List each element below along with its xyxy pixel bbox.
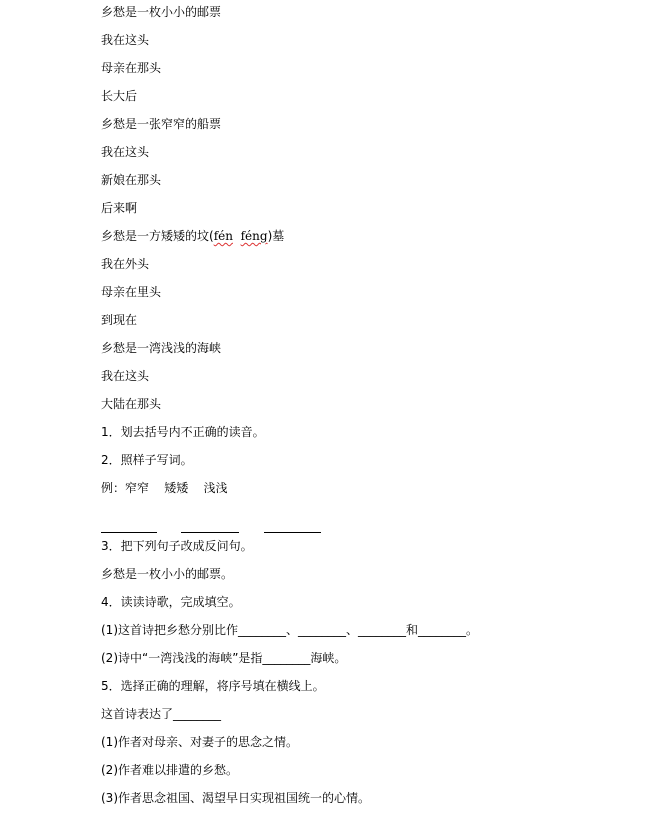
poem-line: 到现在	[101, 313, 138, 327]
question-3-sentence: 乡愁是一枚小小的邮票。	[101, 567, 234, 581]
poem-line: 母亲在里头	[101, 285, 162, 299]
question-5-option-2: (2)作者难以排遣的乡愁。	[101, 763, 238, 777]
poem-line: 长大后	[101, 89, 138, 103]
poem-line-with-pinyin	[101, 228, 284, 244]
pinyin-option-a: fén	[213, 229, 233, 243]
question-2-example: 例：窄窄 矮矮 浅浅	[101, 481, 228, 495]
question-5: 5．选择正确的理解，将序号填在横线上。	[101, 679, 325, 693]
answer-blank[interactable]	[101, 532, 157, 533]
poem-line: 新娘在那头	[101, 173, 162, 187]
poem-line-prefix: 乡愁是一方矮矮的坟(	[101, 229, 214, 243]
poem-line-suffix: )墓	[267, 229, 285, 243]
answer-blank[interactable]	[181, 532, 239, 533]
poem-line: 乡愁是一湾浅浅的海峡	[101, 341, 222, 355]
poem-line: 大陆在那头	[101, 397, 162, 411]
poem-line: 乡愁是一枚小小的邮票	[101, 5, 222, 19]
poem-line: 后来啊	[101, 201, 138, 215]
answer-blanks-row	[101, 520, 341, 536]
poem-line: 我在这头	[101, 369, 150, 383]
question-4-part-2: (2)诗中“一湾浅浅的海峡”是指________海峡。	[101, 651, 347, 665]
question-5-option-3: (3)作者思念祖国、渴望早日实现祖国统一的心情。	[101, 791, 370, 805]
question-2: 2．照样子写词。	[101, 453, 193, 467]
question-1: 1．划去括号内不正确的读音。	[101, 425, 265, 439]
question-5-option-1: (1)作者对母亲、对妻子的思念之情。	[101, 735, 298, 749]
pinyin-option-b: féng	[240, 229, 268, 243]
question-4: 4．读读诗歌，完成填空。	[101, 595, 241, 609]
question-4-part-1: (1)这首诗把乡愁分别比作________、________、________和________。	[101, 623, 478, 637]
poem-line: 母亲在那头	[101, 61, 162, 75]
poem-line: 我在这头	[101, 33, 150, 47]
poem-line: 我在这头	[101, 145, 150, 159]
question-5-stem: 这首诗表达了________	[101, 707, 222, 721]
poem-line: 我在外头	[101, 257, 150, 271]
question-3: 3．把下列句子改成反问句。	[101, 539, 253, 553]
poem-line: 乡愁是一张窄窄的船票	[101, 117, 222, 131]
answer-blank[interactable]	[264, 532, 321, 533]
